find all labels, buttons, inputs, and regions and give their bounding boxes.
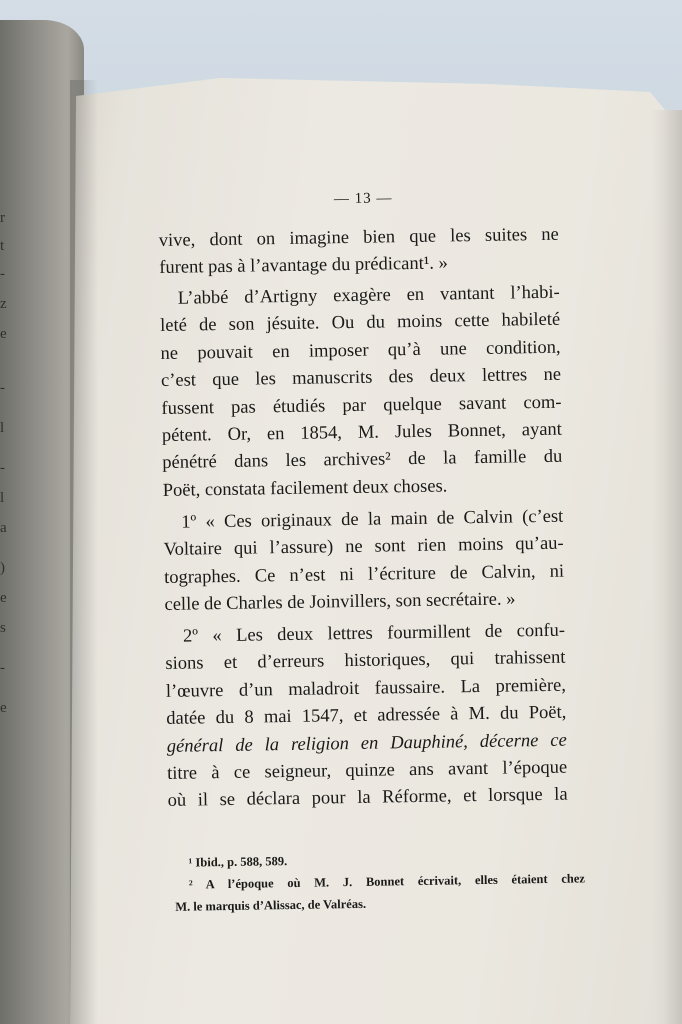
- book-gutter-shadow: [70, 80, 98, 1024]
- text-line: c’est que les manuscrits des deux lettres ne: [160, 364, 562, 392]
- text-line: titre à ce seigneur, quinze ans avant l’époque: [167, 757, 568, 784]
- text-line: L’abbé d’Artigny exagère en vantant l’habi-: [177, 282, 560, 309]
- text-line: sions et d’erreurs historiques, qui trahissent: [165, 648, 566, 675]
- left-page-fragment: e: [0, 700, 7, 716]
- left-page-fragment: e: [0, 590, 7, 606]
- left-page-fragment: l: [0, 420, 5, 436]
- text-line: tographes. Ce n’est ni l’écriture de Calvin, ni: [163, 561, 565, 588]
- left-page-fragment: a: [0, 520, 7, 536]
- left-page-fragment: -: [0, 266, 5, 282]
- paragraph-3: [163, 504, 565, 620]
- text-line: Voltaire qui l’assure) ne sont rien moins qu’au-: [163, 534, 564, 561]
- footnote-2-continued: M. le marquis d’Alissac, de Valréas.: [175, 896, 367, 914]
- left-page-fragment: -: [0, 460, 5, 476]
- text-line: pénétré dans les archives² de la famille du: [162, 447, 563, 474]
- footnote-2: ² A l’époque où M. J. Bonnet écrivait, elles étaient chez: [188, 871, 586, 892]
- left-page-fragment: s: [0, 620, 6, 636]
- text-line: datée du 8 mai 1547, et adressée à M. du Poët,: [166, 702, 567, 730]
- paragraph-1: [159, 222, 560, 283]
- left-page-fragment: -: [0, 660, 5, 676]
- text-line: fussent pas étudiés par quelque savant com-: [161, 392, 562, 419]
- text-line: 1º « Ces originaux de la main de Calvin (c’est: [181, 506, 564, 533]
- text-line: où il se déclara pour la Réforme, et lorsque la: [167, 784, 568, 812]
- text-line: ne pouvait en imposer qu’à une condition,: [160, 337, 561, 364]
- footnote-1: ¹ Ibid., p. 588, 589.: [188, 854, 288, 870]
- text-line: celle de Charles de Joinvillers, son secrétaire. »: [164, 589, 516, 616]
- page-edge-shadow: [652, 110, 682, 1024]
- text-line: furent pas à l’avantage du prédicant¹. »: [159, 253, 448, 279]
- left-page-fragment: e: [0, 326, 7, 342]
- text-line: l’œuvre d’un maladroit faussaire. La première,: [165, 675, 567, 702]
- paragraph-2: [160, 280, 563, 505]
- text-line: Poët, constata facilement deux choses.: [162, 476, 448, 501]
- left-page-fragment: ): [0, 560, 5, 576]
- text-line: général de la religion en Dauphiné, décerne ce: [166, 730, 567, 757]
- left-page-fragment: r: [0, 210, 5, 226]
- page-number: — 13 —: [333, 190, 393, 208]
- text-line: 2º « Les deux lettres fourmillent de confu-: [182, 620, 566, 647]
- text-line: leté de son jésuite. Ou du moins cette habileté: [160, 310, 561, 337]
- left-page-fragment: z: [0, 296, 7, 312]
- paragraph-4: [165, 618, 568, 816]
- left-page-fragment: l: [0, 490, 5, 506]
- text-line: pétent. Or, en 1854, M. Jules Bonnet, ayant: [161, 419, 563, 446]
- left-page-fragment: t: [0, 238, 5, 254]
- footnotes: [174, 845, 585, 917]
- left-page-fragment: -: [0, 380, 5, 396]
- text-line: vive, dont on imagine bien que les suites ne: [158, 224, 559, 251]
